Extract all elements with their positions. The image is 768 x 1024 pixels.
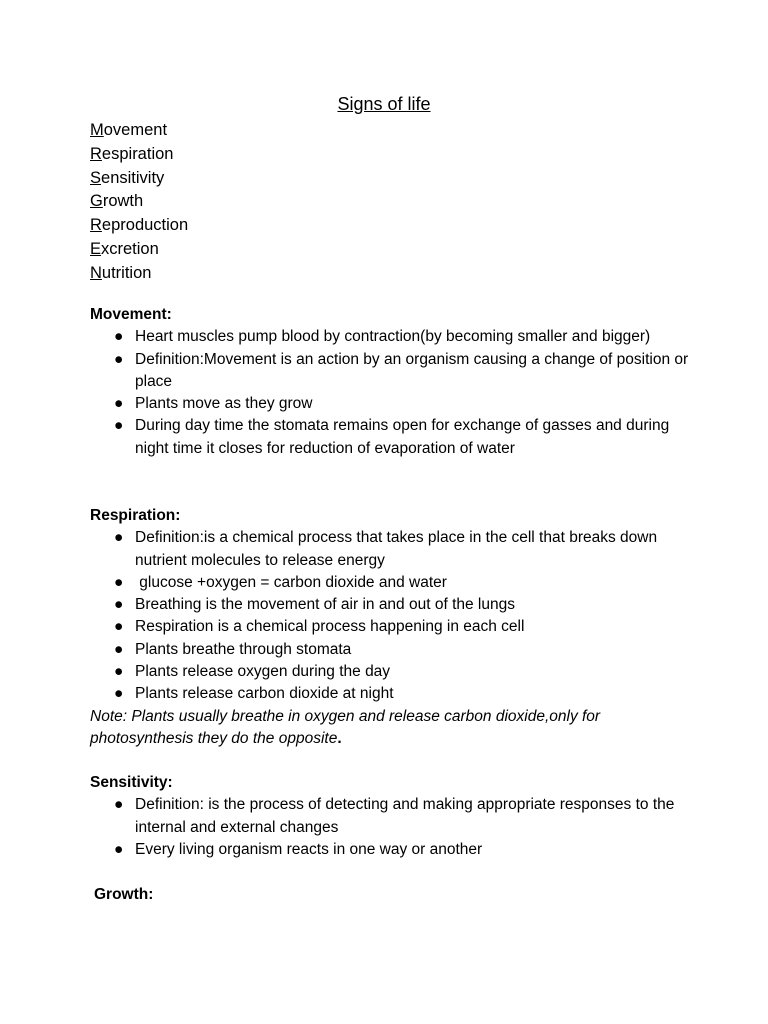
section-movement bbox=[90, 304, 690, 460]
section-heading: Movement: bbox=[90, 306, 172, 323]
list-item bbox=[90, 415, 690, 460]
bullet-icon: ● bbox=[114, 596, 124, 614]
bullet-icon: ● bbox=[114, 417, 124, 435]
list-item bbox=[90, 639, 690, 661]
bullet-icon: ● bbox=[114, 840, 124, 858]
bullet-icon: ● bbox=[114, 663, 124, 681]
bullet-icon: ● bbox=[114, 395, 124, 413]
mnemonic-rest: ensitivity bbox=[101, 168, 165, 187]
mnemonic-initial: M bbox=[90, 121, 104, 139]
list-item-text: Plants release oxygen during the day bbox=[135, 663, 391, 681]
mnemonic-initial: N bbox=[90, 263, 102, 282]
list-item-text: glucose +oxygen = carbon dioxide and water bbox=[135, 573, 447, 591]
bullet-icon: ● bbox=[114, 796, 124, 814]
list-item bbox=[90, 594, 690, 616]
section-heading: Respiration: bbox=[90, 507, 181, 524]
list-item bbox=[90, 572, 690, 594]
page-title: Signs of life bbox=[337, 94, 431, 114]
respiration-note bbox=[90, 706, 690, 751]
section-heading: Sensitivity: bbox=[90, 774, 173, 791]
list-item-text: Respiration is a chemical process happening in each cell bbox=[135, 618, 525, 636]
section-sensitivity bbox=[90, 772, 690, 861]
mnemonic-initial: S bbox=[90, 168, 102, 187]
list-item bbox=[90, 794, 690, 839]
list-item-text: Plants move as they grow bbox=[135, 395, 313, 413]
list-item-text: Plants release carbon dioxide at night bbox=[135, 685, 394, 703]
mnemonic-initial: E bbox=[90, 239, 102, 258]
list-item bbox=[90, 616, 690, 638]
section-heading: Growth: bbox=[94, 886, 154, 903]
bullet-icon: ● bbox=[114, 573, 124, 591]
bullet-list bbox=[90, 326, 690, 460]
note-period: . bbox=[337, 729, 342, 747]
mnemonic-rest: ovement bbox=[103, 121, 168, 139]
list-item-text: Definition:is a chemical process that takes place in the cell that breaks down nutrient molecules to release energy bbox=[135, 529, 658, 569]
bullet-icon: ● bbox=[114, 328, 124, 346]
list-item bbox=[90, 839, 690, 861]
list-item bbox=[90, 527, 690, 572]
mnemonic-initial: R bbox=[90, 216, 102, 235]
bullet-list bbox=[90, 794, 690, 861]
bullet-icon: ● bbox=[114, 685, 124, 703]
mnemonic-rest: utrition bbox=[101, 263, 152, 282]
section-respiration bbox=[90, 505, 690, 750]
list-item bbox=[90, 683, 690, 705]
mnemonic-rest: rowth bbox=[102, 192, 144, 211]
mnemonic-rest: xcretion bbox=[101, 239, 159, 258]
list-item-text: Heart muscles pump blood by contraction(by becoming smaller and bigger) bbox=[135, 328, 651, 346]
list-item bbox=[90, 661, 690, 683]
bullet-icon: ● bbox=[114, 529, 124, 547]
list-item-text: During day time the stomata remains open for exchange of gasses and during night time it closes for reduction of evaporation of water bbox=[135, 417, 670, 457]
mnemonic-rest: eproduction bbox=[101, 216, 189, 235]
list-item-text: Breathing is the movement of air in and out of the lungs bbox=[135, 596, 515, 614]
list-item-text: Every living organism reacts in one way or another bbox=[135, 840, 483, 858]
mnemonic-list bbox=[90, 119, 188, 286]
mnemonic-item-movement bbox=[90, 119, 188, 143]
mnemonic-initial: G bbox=[90, 192, 103, 211]
list-item-text: Definition:Movement is an action by an organism causing a change of position or place bbox=[135, 350, 689, 390]
bullet-icon: ● bbox=[114, 618, 124, 636]
mnemonic-item-excretion bbox=[90, 238, 188, 262]
list-item bbox=[90, 393, 690, 415]
list-item bbox=[90, 326, 690, 348]
mnemonic-item-growth bbox=[90, 190, 188, 214]
mnemonic-initial: R bbox=[90, 144, 102, 163]
mnemonic-item-nutrition bbox=[90, 262, 188, 286]
mnemonic-item-sensitivity bbox=[90, 167, 188, 191]
bullet-icon: ● bbox=[114, 640, 124, 658]
list-item bbox=[90, 349, 690, 394]
list-item-text: Definition: is the process of detecting and making appropriate responses to the internal and external changes bbox=[135, 796, 675, 836]
mnemonic-item-respiration bbox=[90, 143, 188, 167]
mnemonic-item-reproduction bbox=[90, 214, 188, 238]
mnemonic-rest: espiration bbox=[101, 144, 174, 163]
section-growth bbox=[94, 884, 694, 906]
note-text: Note: Plants usually breathe in oxygen and release carbon dioxide,only for photosynthesis they do the opposite bbox=[90, 707, 601, 747]
list-item-text: Plants breathe through stomata bbox=[135, 640, 352, 658]
bullet-icon: ● bbox=[114, 350, 124, 368]
bullet-list bbox=[90, 527, 690, 705]
